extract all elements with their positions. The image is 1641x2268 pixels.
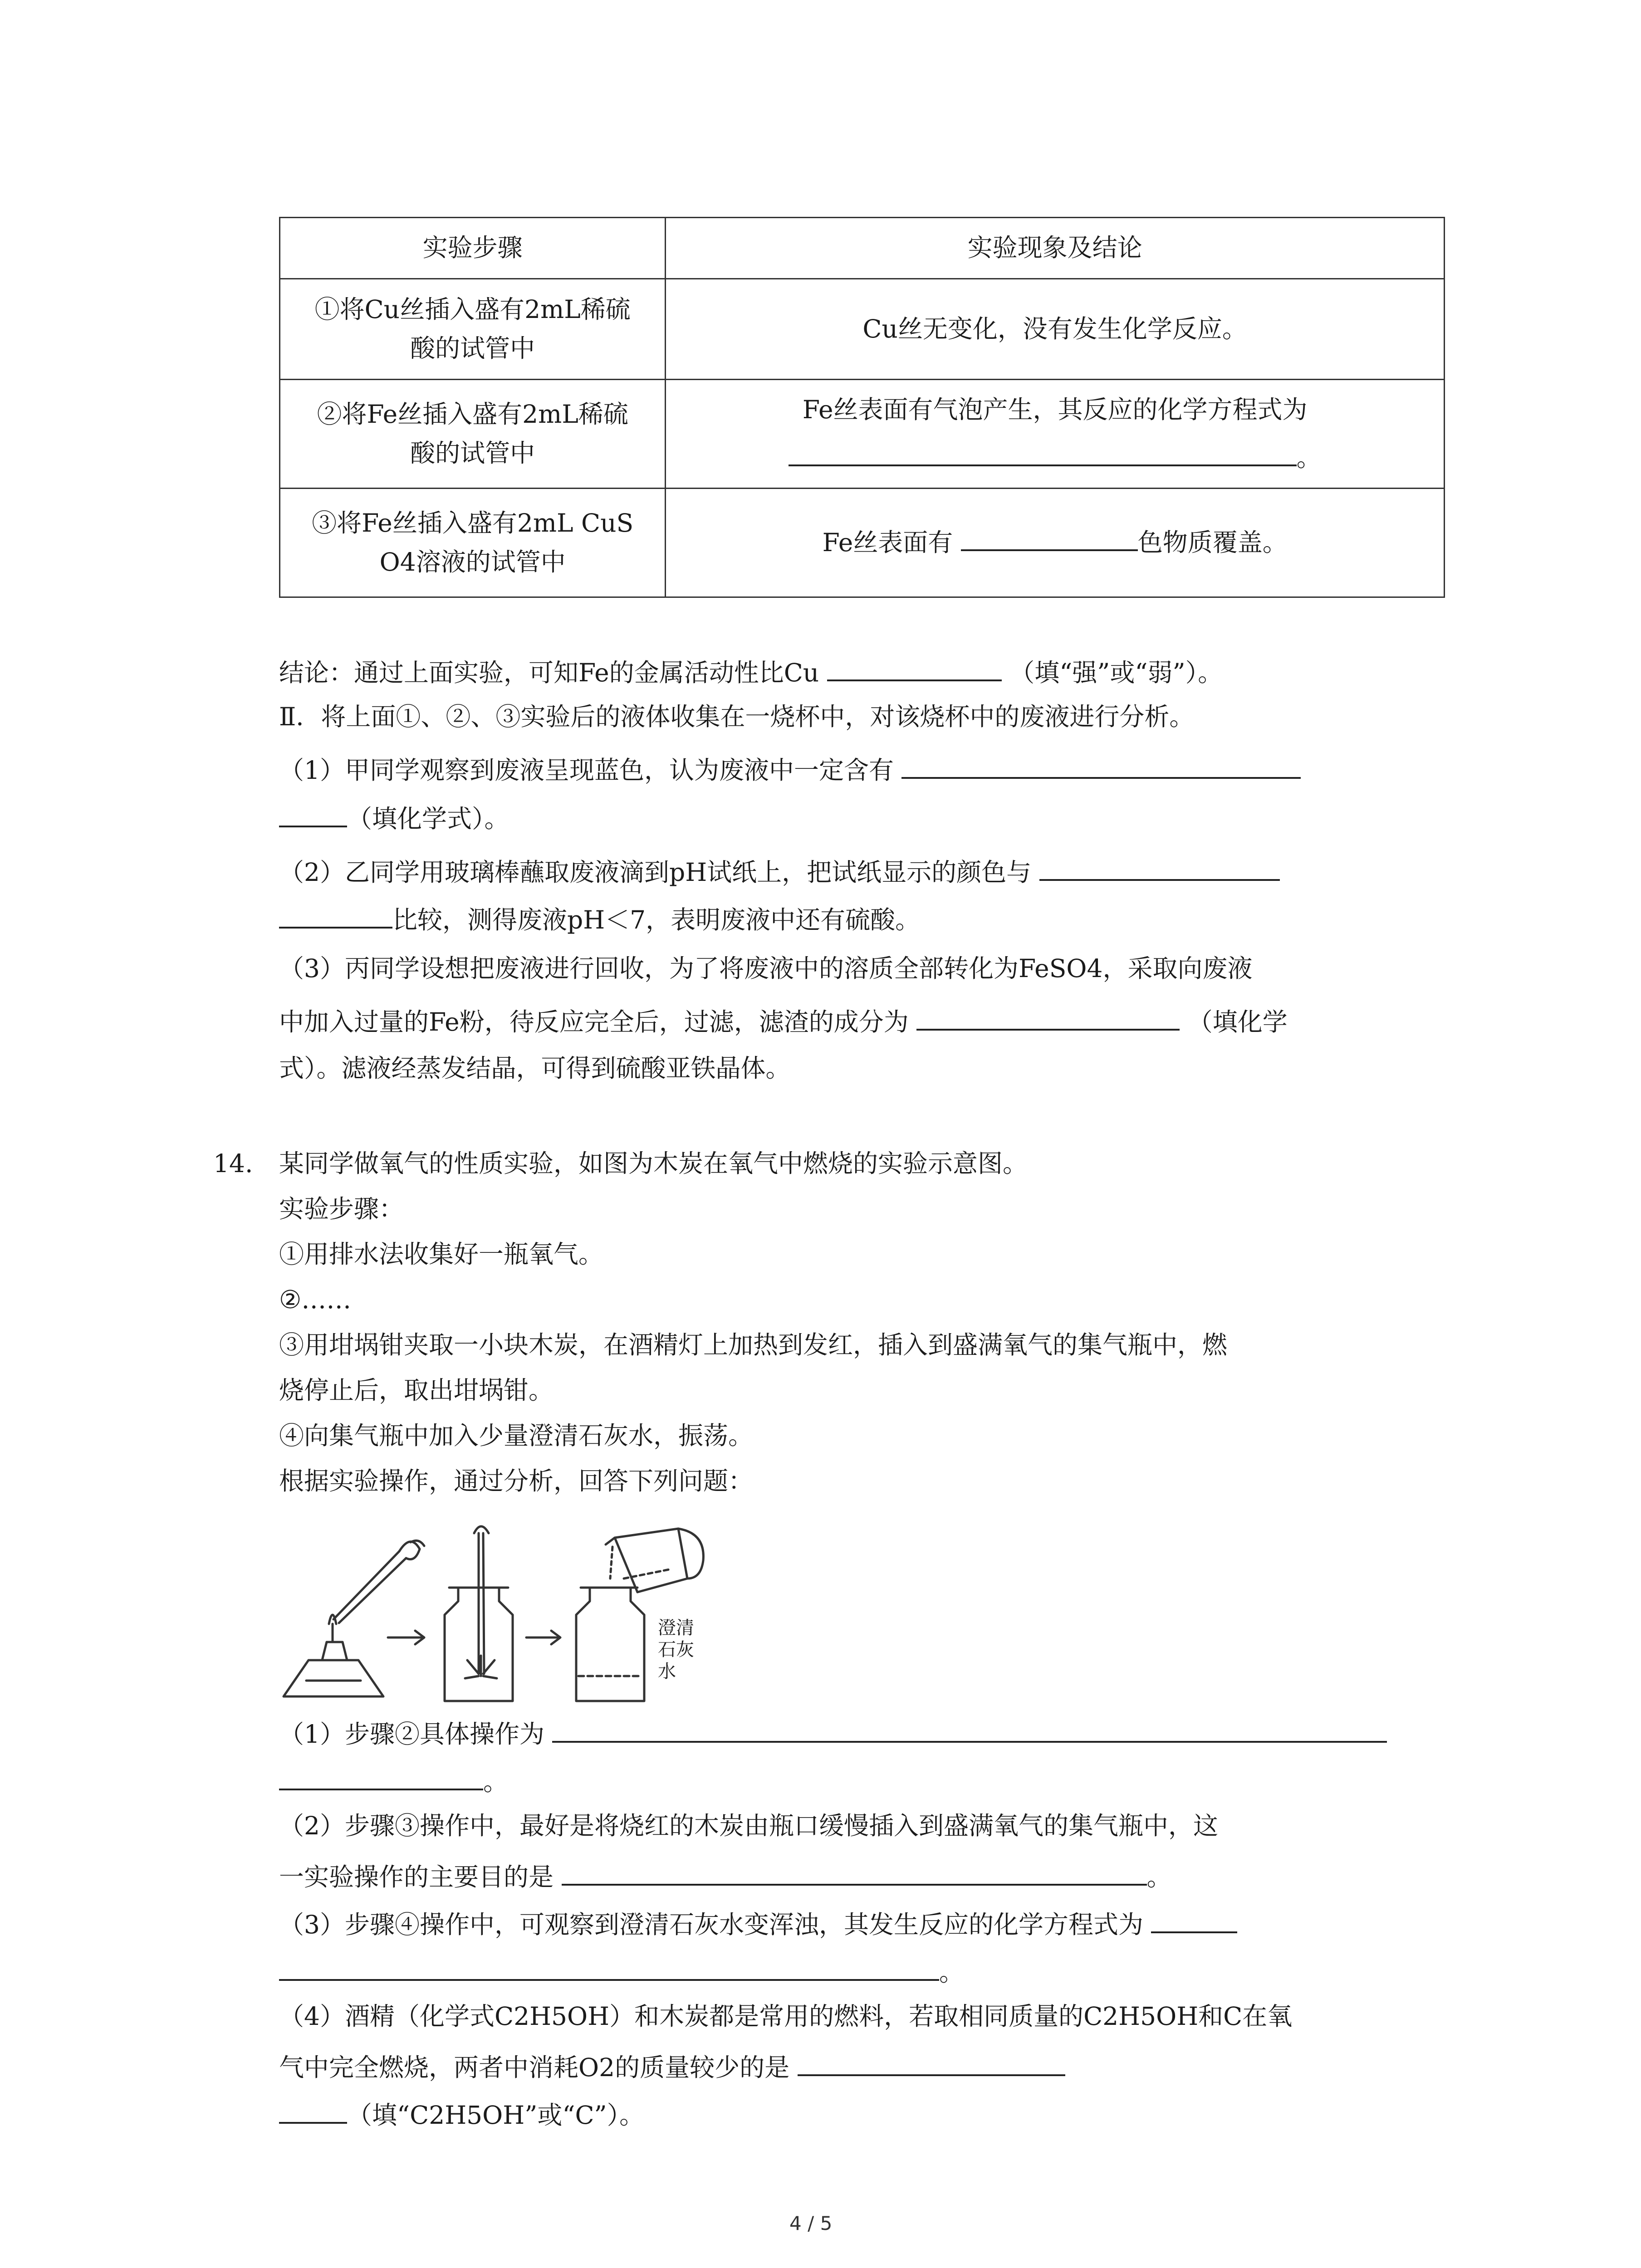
result-line: Cu丝无变化，没有发生化学反应。 [862, 314, 1247, 343]
part2-intro: Ⅱ．将上面①、②、③实验后的液体收集在一烧杯中，对该烧杯中的废液进行分析。 [279, 702, 1195, 731]
question-hint: （填“C2H5OH”或“C”）。 [347, 2101, 645, 2130]
part2-q2-line2 [279, 900, 920, 937]
table-header-step: 实验步骤 [280, 218, 666, 279]
table-cell-step [280, 380, 666, 489]
answer-blank[interactable] [279, 1953, 939, 1981]
table-row [280, 380, 1445, 489]
q14-step2: ②…… [279, 1285, 352, 1314]
question-text: 气中完全燃烧，两者中消耗O2的质量较少的是 [279, 2053, 790, 2082]
question-text: （1）步骤②具体操作为 [279, 1720, 544, 1749]
answer-blank[interactable] [827, 653, 1002, 681]
question-text: 一实验操作的主要目的是 [279, 1862, 554, 1892]
q14-steps-title: 实验步骤： [279, 1194, 404, 1223]
q14-step3-line2: 烧停止后，取出坩埚钳。 [279, 1376, 554, 1405]
table-header-row [280, 218, 1445, 279]
answer-blank[interactable] [279, 799, 347, 827]
question-text: （1）甲同学观察到废液呈现蓝色，认为废液中一定含有 [279, 756, 894, 785]
table-cell-result [666, 489, 1445, 597]
limewater-label-line: 澄清 [658, 1618, 694, 1638]
q14-number: 14. [213, 1149, 253, 1178]
question-hint: （填化学式）。 [347, 804, 509, 833]
answer-blank[interactable] [279, 900, 392, 929]
page-number: 4 / 5 [789, 2212, 833, 2234]
step-line: 酸的试管中 [410, 333, 535, 363]
q14-s4-line2 [279, 2048, 1065, 2084]
answer-blank[interactable] [279, 1762, 483, 1790]
table-cell-result [666, 279, 1445, 380]
step-line: 酸的试管中 [410, 438, 535, 468]
limewater-label-line: 石灰 [658, 1639, 694, 1660]
beaker-icon [606, 1529, 703, 1592]
answer-blank[interactable] [1151, 1905, 1237, 1933]
answer-blank[interactable] [798, 2048, 1065, 2076]
crucible-tongs-icon [333, 1540, 424, 1623]
result-line [666, 438, 1444, 477]
q14-s3-line1 [279, 1905, 1237, 1941]
result-line: Fe丝表面有气泡产生，其反应的化学方程式为 [802, 395, 1308, 424]
question-period: 。 [483, 1767, 509, 1796]
question-text: 中加入过量的Fe粉，待反应完全后，过滤，滤渣的成分为 [279, 1007, 909, 1036]
answer-blank[interactable] [961, 523, 1138, 551]
q14-s4-line3 [279, 2096, 644, 2132]
question-hint: （填化学 [1187, 1007, 1288, 1036]
answer-blank[interactable] [1039, 853, 1280, 881]
gas-bottle-icon [576, 1588, 644, 1701]
result-text: 色物质覆盖。 [1137, 528, 1288, 557]
question-text: （3）步骤④操作中，可观察到澄清石灰水变浑浊，其发生反应的化学方程式为 [279, 1910, 1143, 1939]
table-row [280, 279, 1445, 380]
part2-q3-line2 [279, 1002, 1288, 1039]
conclusion-line [279, 653, 1223, 689]
part2-q1-line2 [279, 799, 509, 836]
alcohol-lamp-icon [284, 1615, 383, 1696]
question-text: （2）乙同学用玻璃棒蘸取废液滴到pH试纸上，把试纸显示的颜色与 [279, 858, 1032, 887]
q14-s1-line2 [279, 1762, 508, 1799]
q14-intro: 某同学做氧气的性质实验，如图为木炭在氧气中燃烧的实验示意图。 [279, 1149, 1028, 1178]
question-period: 。 [1146, 1862, 1172, 1892]
arrow-icon [388, 1631, 424, 1644]
conclusion-hint: （填“强”或“弱”）。 [1009, 658, 1223, 687]
q14-ask: 根据实验操作，通过分析，回答下列问题： [279, 1466, 754, 1496]
conclusion-text: 结论：通过上面实验，可知Fe的金属活动性比Cu [279, 658, 819, 687]
arrow-icon [526, 1631, 560, 1644]
question-text: 比较，测得废液pH＜7，表明废液中还有硫酸。 [392, 905, 921, 934]
table-header-result: 实验现象及结论 [666, 218, 1445, 279]
result-line [666, 523, 1444, 562]
q14-s2-line1: （2）步骤③操作中，最好是将烧红的木炭由瓶口缓慢插入到盛满氧气的集气瓶中，这 [279, 1811, 1218, 1840]
experiment-figure-drawing [279, 1524, 710, 1715]
answer-blank[interactable] [789, 438, 1297, 466]
step-line: ①将Cu丝插入盛有2mL稀硫 [314, 295, 631, 324]
q14-s2-line2 [279, 1857, 1172, 1894]
answer-blank[interactable] [901, 751, 1301, 779]
answer-blank[interactable] [279, 2096, 347, 2124]
q14-step1: ①用排水法收集好一瓶氧气。 [279, 1240, 604, 1269]
q14-step4: ④向集气瓶中加入少量澄清石灰水，振荡。 [279, 1421, 754, 1450]
q14-s1-line1 [279, 1715, 1387, 1751]
table-row [280, 489, 1445, 597]
table-cell-step [280, 489, 666, 597]
question-period: 。 [939, 1958, 965, 1987]
limewater-label-line: 水 [658, 1661, 676, 1682]
q14-step3-line1: ③用坩埚钳夹取一小块木炭，在酒精灯上加热到发红，插入到盛满氧气的集气瓶中，燃 [279, 1330, 1228, 1359]
gas-bottle-icon [445, 1526, 513, 1701]
result-period: 。 [1296, 443, 1322, 472]
limewater-label [658, 1617, 694, 1682]
part2-q3-line1: （3）丙同学设想把废液进行回收，为了将废液中的溶质全部转化为FeSO4，采取向废液 [279, 954, 1253, 983]
result-text: Fe丝表面有 [822, 528, 953, 557]
table-cell-step [280, 279, 666, 380]
part2-q1-line1 [279, 751, 1301, 787]
experiment-table [279, 217, 1445, 598]
q14-s4-line1: （4）酒精（化学式C2H5OH）和木炭都是常用的燃料，若取相同质量的C2H5OH和C在氧 [279, 2002, 1293, 2031]
part2-q3-line3: 式）。滤液经蒸发结晶，可得到硫酸亚铁晶体。 [279, 1054, 791, 1083]
step-line: ③将Fe丝插入盛有2mL CuS [312, 508, 634, 538]
table-cell-result [666, 380, 1445, 489]
answer-blank[interactable] [552, 1715, 1387, 1743]
q14-s3-line2 [279, 1953, 964, 1989]
part2-q2-line1 [279, 853, 1280, 889]
answer-blank[interactable] [562, 1857, 1147, 1886]
experiment-figure [279, 1524, 710, 1715]
step-line: ②将Fe丝插入盛有2mL稀硫 [317, 400, 628, 429]
step-line: O4溶液的试管中 [379, 547, 566, 577]
answer-blank[interactable] [916, 1002, 1180, 1031]
